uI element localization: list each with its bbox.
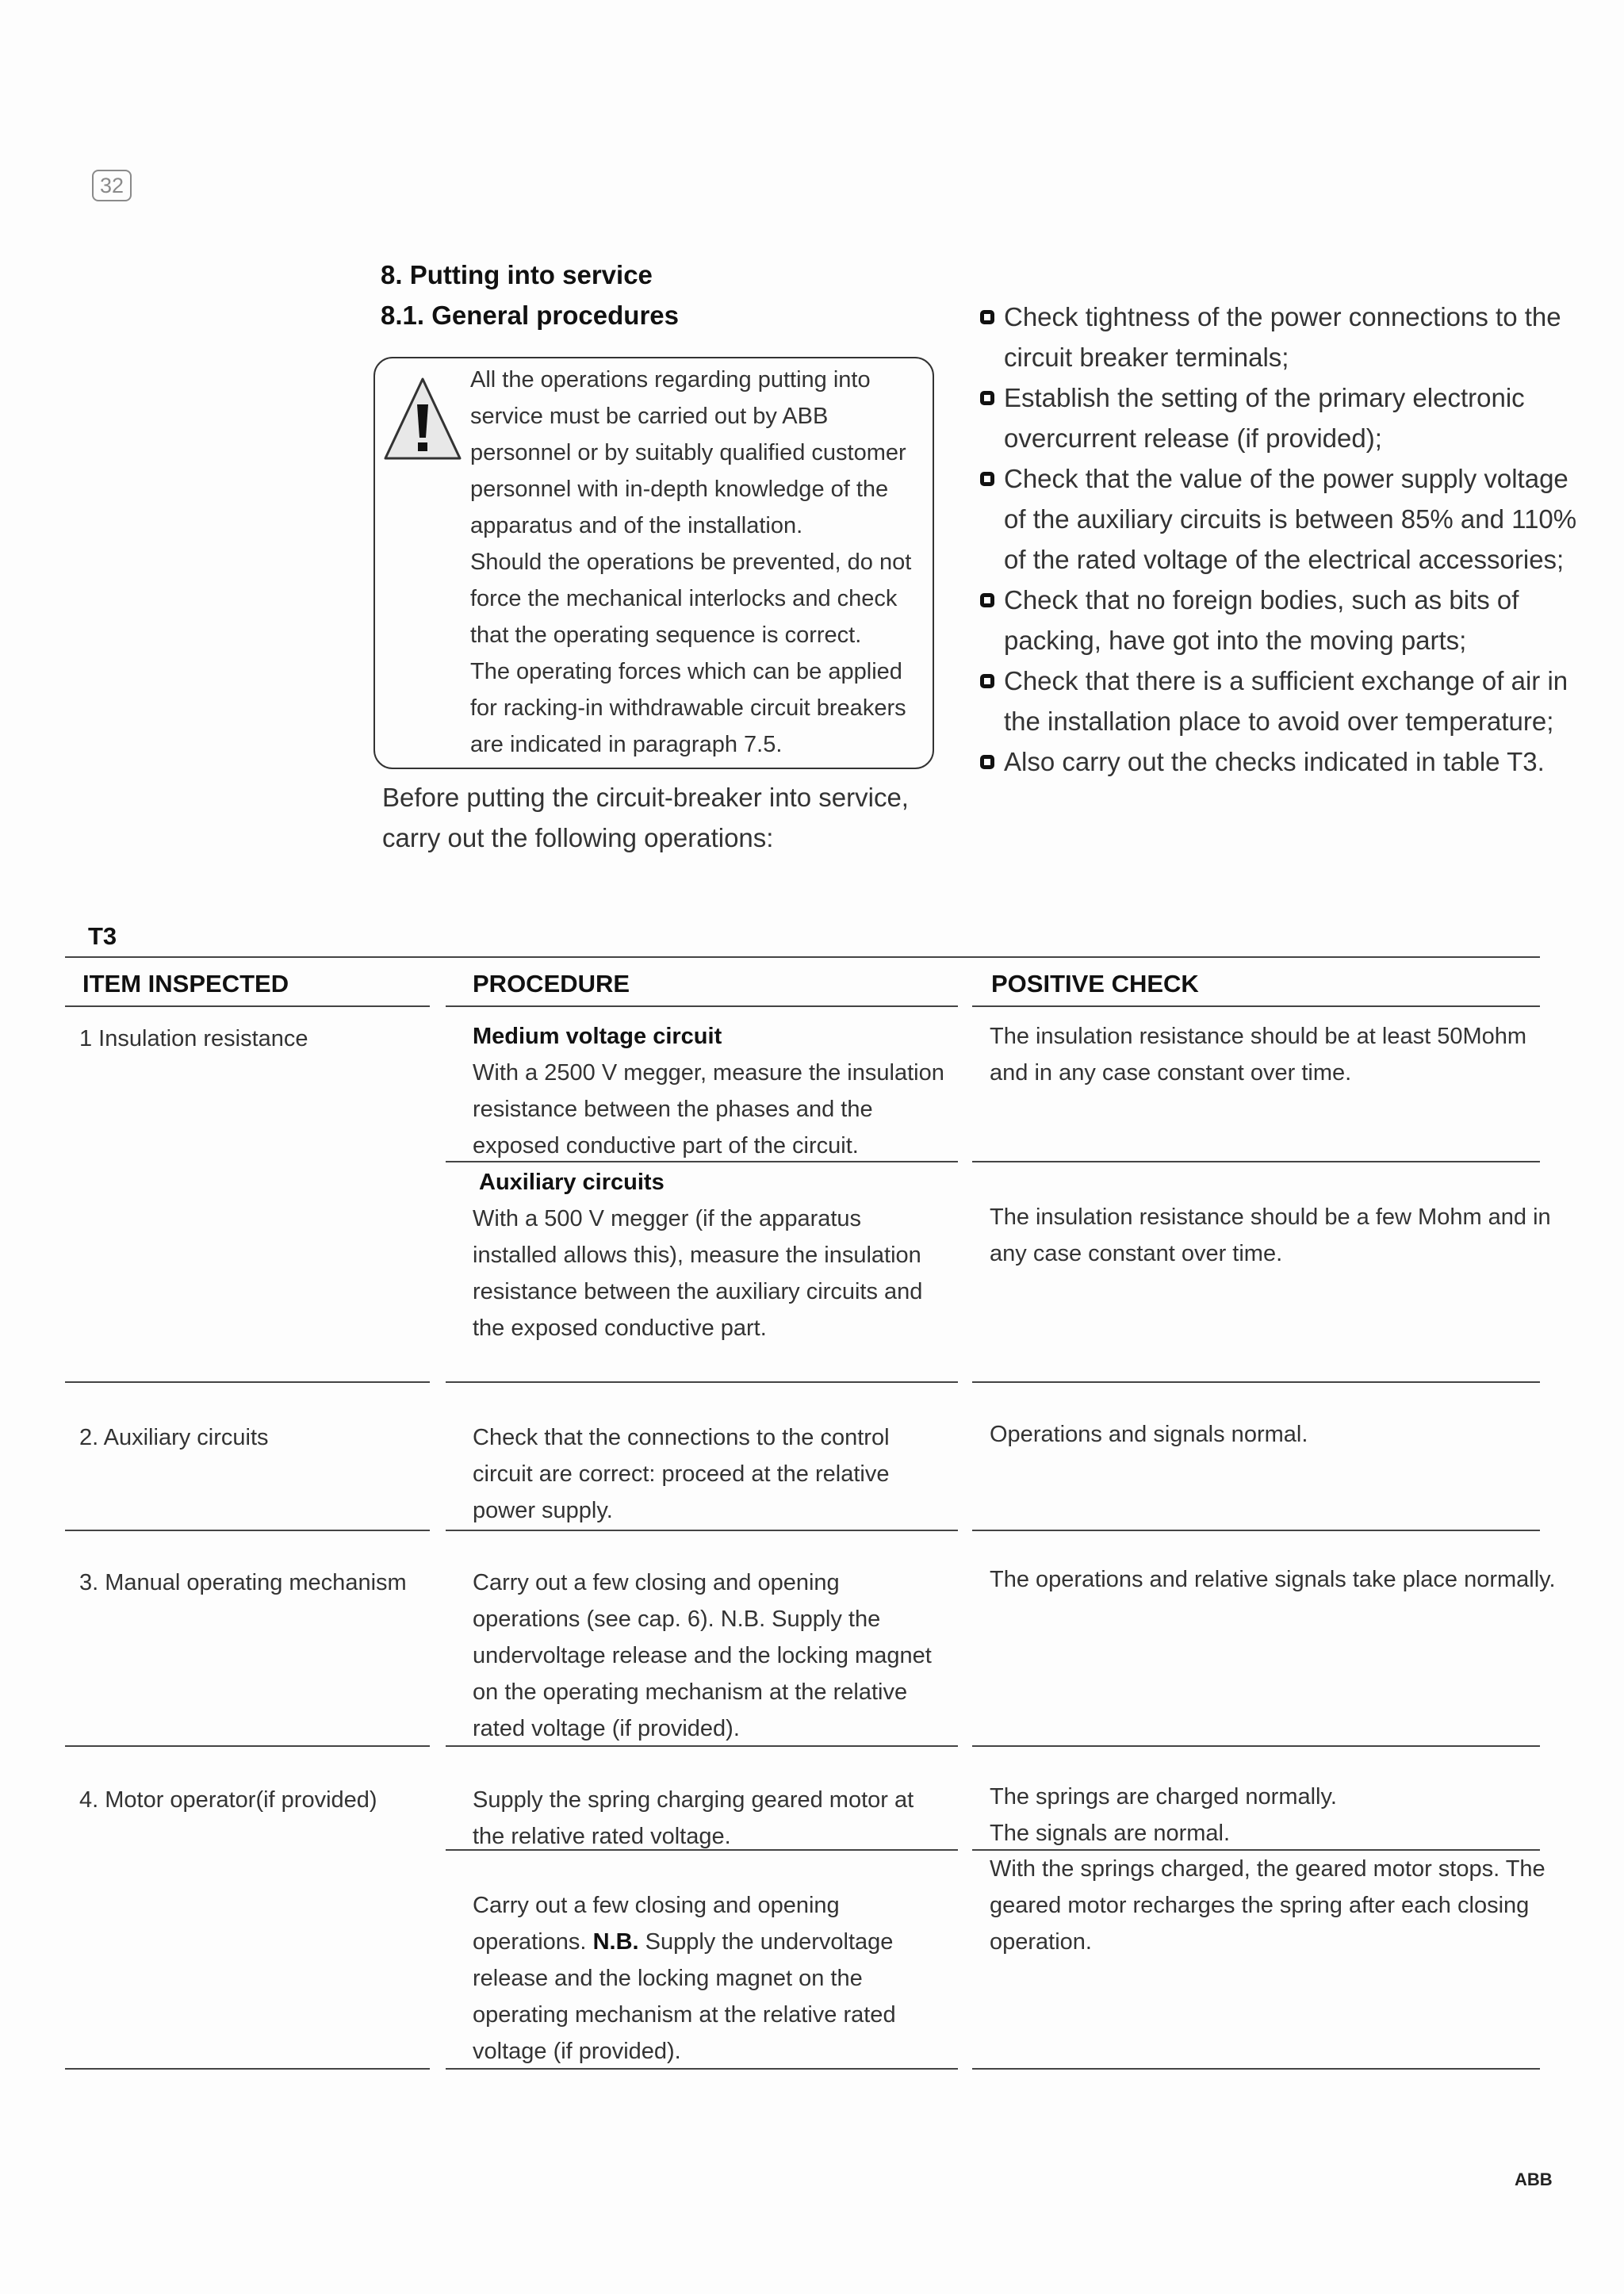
row4-procedure-2-lead: Carry out a few closing and opening operations. (473, 1893, 840, 1955)
check-text: Establish the setting of the primary electronic overcurrent release (if provided); (1004, 383, 1525, 453)
square-bullet-icon (980, 472, 994, 486)
row4-check-1a: The springs are charged normally. (990, 1784, 1337, 1810)
row3-item: 3. Manual operating mechanism (79, 1570, 407, 1595)
row2-procedure: Check that the connections to the control circuit are correct: proceed at the relative power supply. (473, 1425, 890, 1523)
row4-item: 4. Motor operator(if provided) (79, 1787, 377, 1813)
row2-check: Operations and signals normal. (990, 1422, 1308, 1447)
row1-check-1: The insulation resistance should be at least 50Mohm and in any case constant over time. (990, 1024, 1527, 1086)
header-procedure: PROCEDURE (473, 970, 630, 998)
row4-procedure-2-rest: Supply the undervoltage release and the locking magnet on the operating mechanism at the relative rated voltage (if provided). (473, 1929, 896, 2064)
row1-procedure (473, 1018, 948, 1346)
row1-procedure-2-title: Auxiliary circuits (479, 1170, 665, 1195)
check-text: Check that no foreign bodies, such as bits of packing, have got into the moving parts; (1004, 585, 1519, 655)
warning-text (470, 362, 934, 763)
check-text: Check tightness of the power connections to the circuit breaker terminals; (1004, 302, 1561, 372)
row-separator (972, 1530, 1540, 1531)
table-bottom-rule (446, 2068, 958, 2070)
row-separator (65, 1530, 430, 1531)
row1-procedure-1-title: Medium voltage circuit (473, 1024, 722, 1049)
header-rule-check (972, 1005, 1540, 1007)
row4-check-1 (990, 1779, 1557, 1852)
warning-triangle-icon (382, 376, 463, 461)
row1-procedure-2-text: With a 500 V megger (if the apparatus installed allows this), measure the insulation resistance between the auxiliary circuits and the exposed conductive part. (473, 1206, 923, 1341)
check-text: Check that the value of the power supply voltage of the auxiliary circuits is between 85% and 110% of the rated voltage of the electrical accessories; (1004, 464, 1577, 574)
square-bullet-icon (980, 310, 994, 324)
row4-procedure-2 (473, 1887, 948, 2070)
warning-paragraph: Should the operations be prevented, do not force the mechanical interlocks and check that the operating sequence is correct. (470, 550, 912, 648)
row4-procedure-2-nb: N.B. (592, 1929, 639, 1955)
row4-procedure-divider (446, 1849, 958, 1851)
header-rule-procedure (446, 1005, 958, 1007)
list-item (980, 377, 1583, 458)
table-label: T3 (88, 922, 117, 950)
subsection-title: 8.1. General procedures (381, 301, 680, 330)
row4-procedure-1: Supply the spring charging geared motor at the relative rated voltage. (473, 1787, 914, 1849)
row-separator (446, 1530, 958, 1531)
row2-item: 2. Auxiliary circuits (79, 1425, 269, 1450)
row1-procedure-divider (446, 1161, 958, 1162)
square-bullet-icon (980, 755, 994, 769)
list-item (980, 458, 1583, 580)
row-separator (972, 1745, 1540, 1747)
row-separator (972, 1381, 1540, 1383)
check-text: Check that there is a sufficient exchange of air in the installation place to avoid over temperature; (1004, 666, 1568, 736)
list-item (980, 741, 1583, 782)
warning-paragraph: The operating forces which can be applied for racking-in withdrawable circuit breakers are indicated in paragraph 7.5. (470, 659, 906, 757)
header-positive-check: POSITIVE CHECK (991, 970, 1199, 998)
row1-check-divider (972, 1161, 1540, 1162)
list-item (980, 297, 1583, 377)
square-bullet-icon (980, 674, 994, 688)
row1-item: 1 Insulation resistance (79, 1026, 308, 1051)
square-bullet-icon (980, 593, 994, 607)
row1-check-2: The insulation resistance should be a few Mohm and in any case constant over time. (990, 1204, 1551, 1266)
table-bottom-rule (972, 2068, 1540, 2070)
warning-paragraph: All the operations regarding putting into service must be carried out by ABB personnel or by suitably qualified customer personnel with in-depth knowledge of the apparatus and of the installation. (470, 367, 906, 538)
row4-check-2: With the springs charged, the geared motor stops. The geared motor recharges the spring after each closing operation. (990, 1856, 1545, 1955)
row-separator (65, 1381, 430, 1383)
table-bottom-rule (65, 2068, 430, 2070)
row-separator (65, 1745, 430, 1747)
page-number: 32 (92, 170, 132, 201)
footer-brand: ABB (1515, 2170, 1553, 2189)
header-item-inspected: ITEM INSPECTED (82, 970, 289, 998)
row4-check-1b: The signals are normal. (990, 1821, 1231, 1846)
row3-procedure: Carry out a few closing and opening operations (see cap. 6). N.B. Supply the undervoltage release and the locking magnet on the operating mechanism at the relative rated voltage (if provided). (473, 1570, 932, 1741)
row-separator (446, 1381, 958, 1383)
square-bullet-icon (980, 391, 994, 405)
intro-text: Before putting the circuit-breaker into service, carry out the following operations: (382, 783, 909, 852)
header-rule-item (65, 1005, 430, 1007)
list-item (980, 580, 1583, 661)
row1-procedure-1-text: With a 2500 V megger, measure the insulation resistance between the phases and the exposed conductive part of the circuit. (473, 1060, 944, 1158)
section-title: 8. Putting into service (381, 260, 653, 289)
checks-list (980, 297, 1583, 782)
row-separator (446, 1745, 958, 1747)
check-text: Also carry out the checks indicated in table T3. (1004, 747, 1545, 776)
table-top-rule (65, 956, 1540, 958)
list-item (980, 661, 1583, 741)
row3-check: The operations and relative signals take place normally. (990, 1567, 1556, 1592)
